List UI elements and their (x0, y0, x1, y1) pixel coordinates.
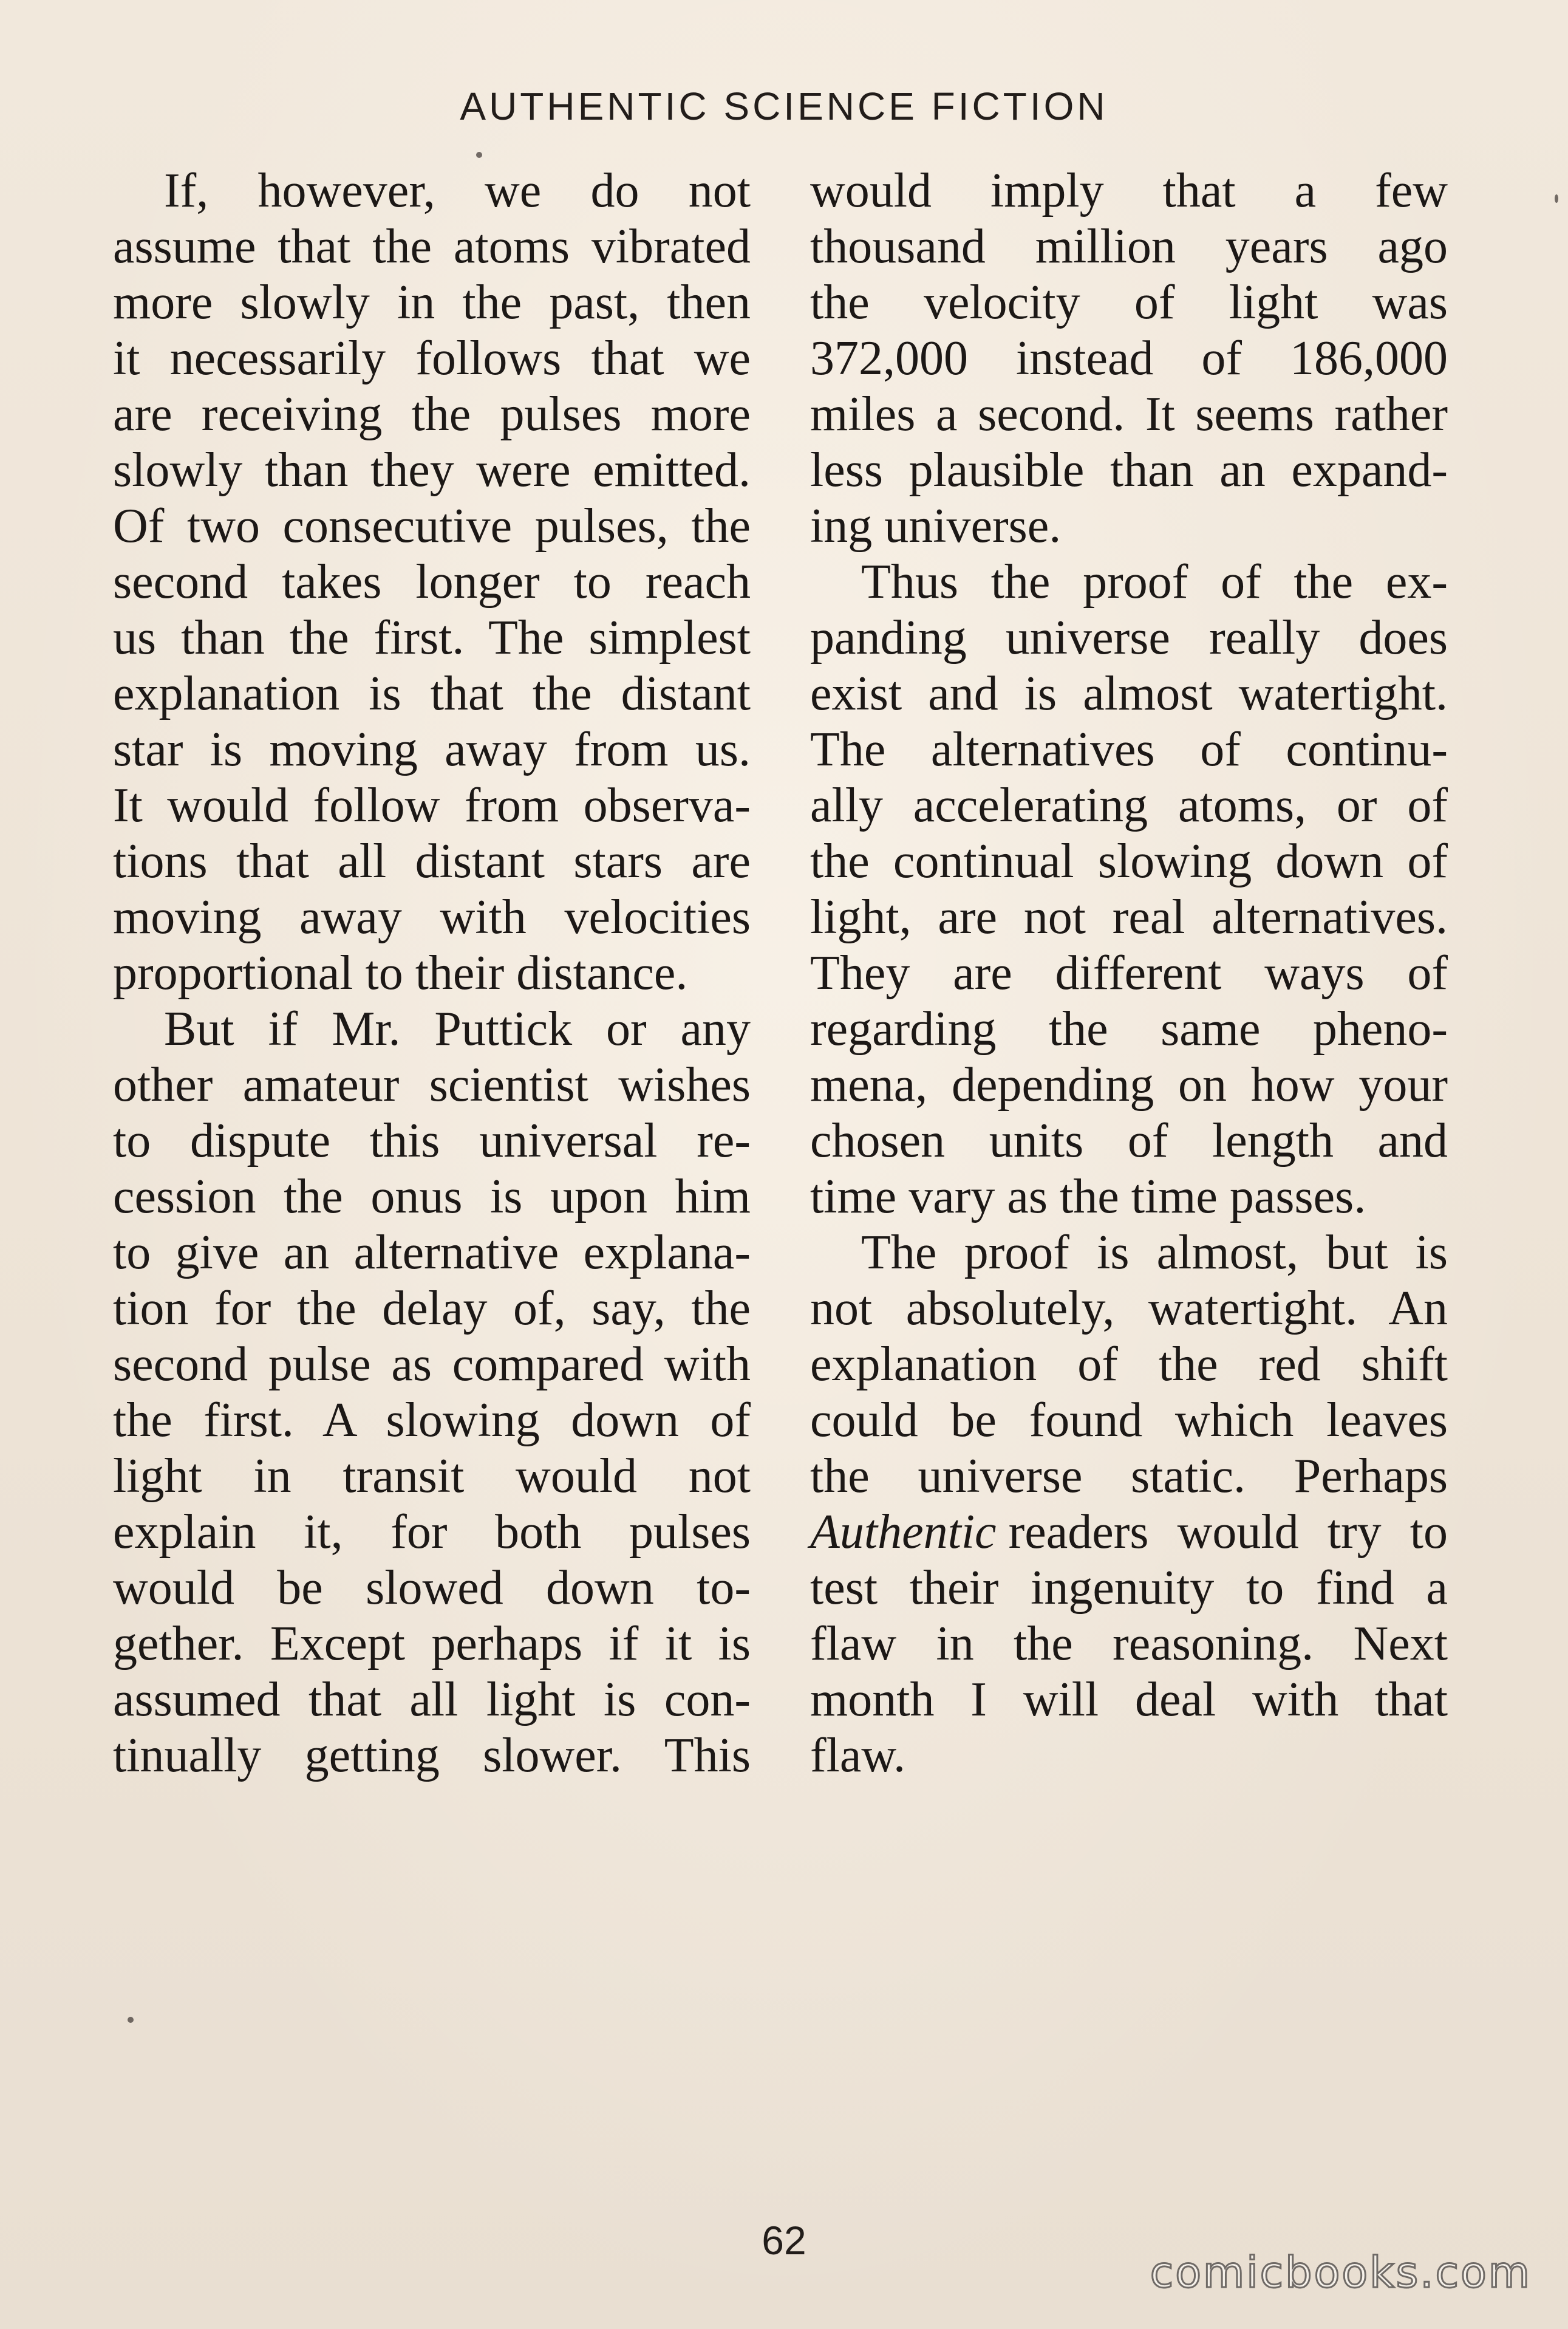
text-line: proportional to their distance. (113, 946, 688, 1000)
text-line: tions that all distant stars are (113, 835, 751, 888)
text-line: exist and is almost watertight. (810, 667, 1448, 720)
page-number: 62 (762, 2218, 806, 2263)
text-line: The proof is almost, but is (861, 1226, 1448, 1279)
left-column (113, 163, 751, 1784)
text-line: would imply that a few (810, 164, 1448, 217)
text-line: second pulse as compared with (113, 1338, 751, 1391)
text-line: not absolutely, watertight. An (810, 1282, 1448, 1335)
text-line: second takes longer to reach (113, 555, 751, 609)
text-line: miles a second. It seems rather (810, 388, 1448, 441)
text-line: to dispute this universal re- (113, 1114, 751, 1168)
text-line: light in transit would not (113, 1449, 751, 1503)
text-line: less plausible than an expand- (810, 443, 1448, 497)
text-line: explanation is that the distant (113, 667, 751, 720)
text-line: regarding the same pheno- (810, 1002, 1448, 1056)
text-line: to give an alternative explana- (113, 1226, 751, 1279)
text-line: ing universe. (810, 499, 1062, 553)
text-line (810, 1504, 1448, 1560)
text-line: panding universe really does (810, 611, 1448, 665)
watermark-logo: comicbooks.com (1150, 2248, 1532, 2297)
text-line: could be found which leaves (810, 1394, 1448, 1447)
text-line: more slowly in the past, then (113, 276, 751, 329)
magazine-title-italic: Authentic (810, 1505, 997, 1559)
print-speck (128, 2017, 134, 2023)
text-line: other amateur scientist wishes (113, 1058, 751, 1112)
text-line: it necessarily follows that we (113, 332, 751, 385)
text-line: us than the first. The simplest (113, 611, 751, 665)
text-line: mena, depending on how your (810, 1058, 1448, 1112)
text-line: explain it, for both pulses (113, 1505, 751, 1559)
text-line: flaw. (810, 1729, 905, 1782)
text-line: would be slowed down to- (113, 1561, 751, 1615)
text-line: thousand million years ago (810, 220, 1448, 273)
text-line: cession the onus is upon him (113, 1170, 751, 1223)
text-line: flaw in the reasoning. Next (810, 1617, 1448, 1671)
text-line: It would follow from observa- (113, 779, 751, 832)
text-line: month I will deal with that (810, 1673, 1448, 1726)
text-line: ally accelerating atoms, or of (810, 779, 1448, 832)
text-line: the universe static. Perhaps (810, 1449, 1448, 1503)
text-line-rest: readers would try to (1008, 1505, 1448, 1559)
text-line: tion for the delay of, say, the (113, 1282, 751, 1335)
print-speck (476, 152, 482, 158)
print-speck (1555, 194, 1558, 203)
text-line: light, are not real alternatives. (810, 891, 1448, 944)
text-line: The alternatives of continu- (810, 723, 1448, 776)
text-line: They are different ways of (810, 946, 1448, 1000)
text-line: the first. A slowing down of (113, 1394, 751, 1447)
right-column (810, 163, 1448, 1784)
text-line: explanation of the red shift (810, 1338, 1448, 1391)
text-line: slowly than they were emitted. (113, 443, 751, 497)
text-line: Of two consecutive pulses, the (113, 499, 751, 553)
text-line: star is moving away from us. (113, 723, 751, 776)
text-line: are receiving the pulses more (113, 388, 751, 441)
text-line: moving away with velocities (113, 891, 751, 944)
text-line: assumed that all light is con- (113, 1673, 751, 1726)
text-line: assume that the atoms vibrated (113, 220, 751, 273)
text-line: time vary as the time passes. (810, 1170, 1366, 1223)
text-line: If, however, we do not (164, 164, 751, 217)
text-line: Thus the proof of the ex- (861, 555, 1448, 609)
text-line: chosen units of length and (810, 1114, 1448, 1168)
text-line: the continual slowing down of (810, 835, 1448, 888)
text-line: But if Mr. Puttick or any (164, 1002, 751, 1056)
text-line: the velocity of light was (810, 276, 1448, 329)
running-head: AUTHENTIC SCIENCE FICTION (460, 84, 1108, 128)
text-line: 372,000 instead of 186,000 (810, 332, 1448, 385)
text-line: tinually getting slower. This (113, 1729, 751, 1782)
text-line: test their ingenuity to find a (810, 1561, 1448, 1615)
text-line: gether. Except perhaps if it is (113, 1617, 751, 1671)
